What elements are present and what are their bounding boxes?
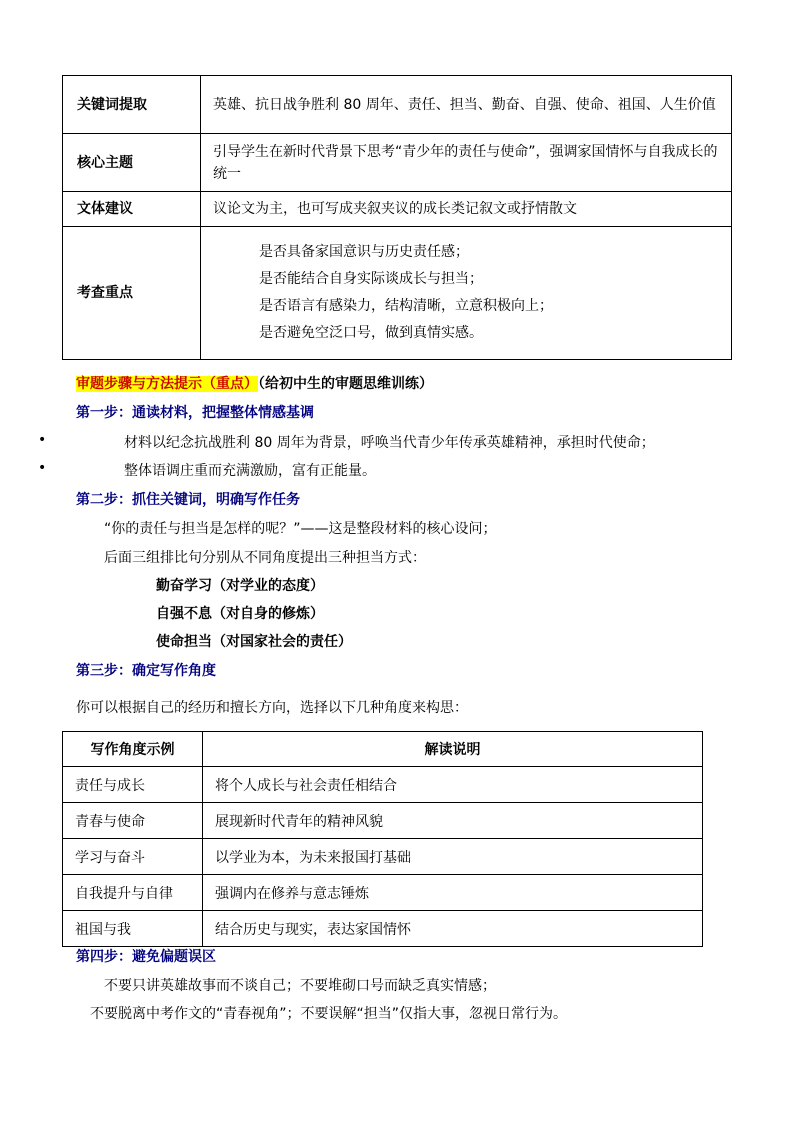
step2-item: 自强不息（对自身的修炼） xyxy=(156,606,324,622)
table-row xyxy=(63,76,732,134)
step2-line: “你的责任与担当是怎样的呢？”——这是整段材料的核心设问； xyxy=(104,521,497,537)
angles-table xyxy=(62,731,703,947)
table-row xyxy=(63,192,732,227)
step2-item: 勤奋学习（对学业的态度） xyxy=(156,578,324,594)
heading-note: （给初中生的审题思维训练） xyxy=(258,376,433,392)
focus-item: 是否具备家国意识与历史责任感； xyxy=(259,244,469,260)
step2-line: 后面三组排比句分别从不同角度提出三种担当方式： xyxy=(104,550,426,566)
step1-bullet: 整体语调庄重而充满激励，富有正能量。 xyxy=(124,463,376,479)
column-header: 解读说明 xyxy=(203,732,703,767)
explanation-cell: 强调内在修养与意志锤炼 xyxy=(203,875,703,911)
bullet-icon: • xyxy=(38,460,47,476)
step4-title: 第四步：避免偏题误区 xyxy=(76,949,216,965)
focus-list xyxy=(201,227,732,360)
step1-title: 第一步：通读材料，把握整体情感基调 xyxy=(76,405,314,421)
row-value: 议论文为主，也可写成夹叙夹议的成长类记叙文或抒情散文 xyxy=(201,192,732,227)
step3-intro: 你可以根据自己的经历和擅长方向，选择以下几种角度来构思： xyxy=(76,700,468,716)
focus-item: 是否避免空泛口号，做到真情实感。 xyxy=(259,325,483,341)
row-key: 关键词提取 xyxy=(63,76,201,134)
row-key: 考查重点 xyxy=(63,227,201,360)
explanation-cell: 展现新时代青年的精神风貌 xyxy=(203,803,703,839)
step2-item: 使命担当（对国家社会的责任） xyxy=(156,634,352,650)
step4-line: 不要只讲英雄故事而不谈自己；不要堆砌口号而缺乏真实情感； xyxy=(104,978,496,994)
table-row xyxy=(63,911,703,947)
step3-title: 第三步：确定写作角度 xyxy=(76,663,216,679)
angle-cell: 自我提升与自律 xyxy=(63,875,203,911)
table-row xyxy=(63,227,732,360)
focus-item: 是否能结合自身实际谈成长与担当； xyxy=(259,271,483,287)
explanation-cell: 结合历史与现实，表达家国情怀 xyxy=(203,911,703,947)
step4-line: 不要脱离中考作文的“青春视角”；不要误解“担当”仅指大事，忽视日常行为。 xyxy=(90,1006,568,1022)
angle-cell: 责任与成长 xyxy=(63,767,203,803)
table-row xyxy=(63,875,703,911)
step1-bullet: 材料以纪念抗战胜利 80 周年为背景，呼唤当代青少年传承英雄精神，承担时代使命； xyxy=(124,435,655,451)
summary-table xyxy=(62,75,732,360)
table-header-row xyxy=(63,732,703,767)
bullet-icon: • xyxy=(38,432,47,448)
table-row xyxy=(63,134,732,192)
row-value: 引导学生在新时代背景下思考“青少年的责任与使命”，强调家国情怀与自我成长的统一 xyxy=(201,134,732,192)
angle-cell: 学习与奋斗 xyxy=(63,839,203,875)
explanation-cell: 将个人成长与社会责任相结合 xyxy=(203,767,703,803)
column-header: 写作角度示例 xyxy=(63,732,203,767)
heading-highlight: 审题步骤与方法提示（重点） xyxy=(76,376,258,392)
angle-cell: 青春与使命 xyxy=(63,803,203,839)
step2-title: 第二步：抓住关键词，明确写作任务 xyxy=(76,492,300,508)
table-row xyxy=(63,803,703,839)
table-row xyxy=(63,767,703,803)
row-key: 文体建议 xyxy=(63,192,201,227)
section-heading xyxy=(76,373,433,395)
explanation-cell: 以学业为本，为未来报国打基础 xyxy=(203,839,703,875)
row-value: 英雄、抗日战争胜利 80 周年、责任、担当、勤奋、自强、使命、祖国、人生价值 xyxy=(201,76,732,134)
angle-cell: 祖国与我 xyxy=(63,911,203,947)
focus-item: 是否语言有感染力，结构清晰，立意积极向上； xyxy=(259,298,553,314)
table-row xyxy=(63,839,703,875)
row-key: 核心主题 xyxy=(63,134,201,192)
